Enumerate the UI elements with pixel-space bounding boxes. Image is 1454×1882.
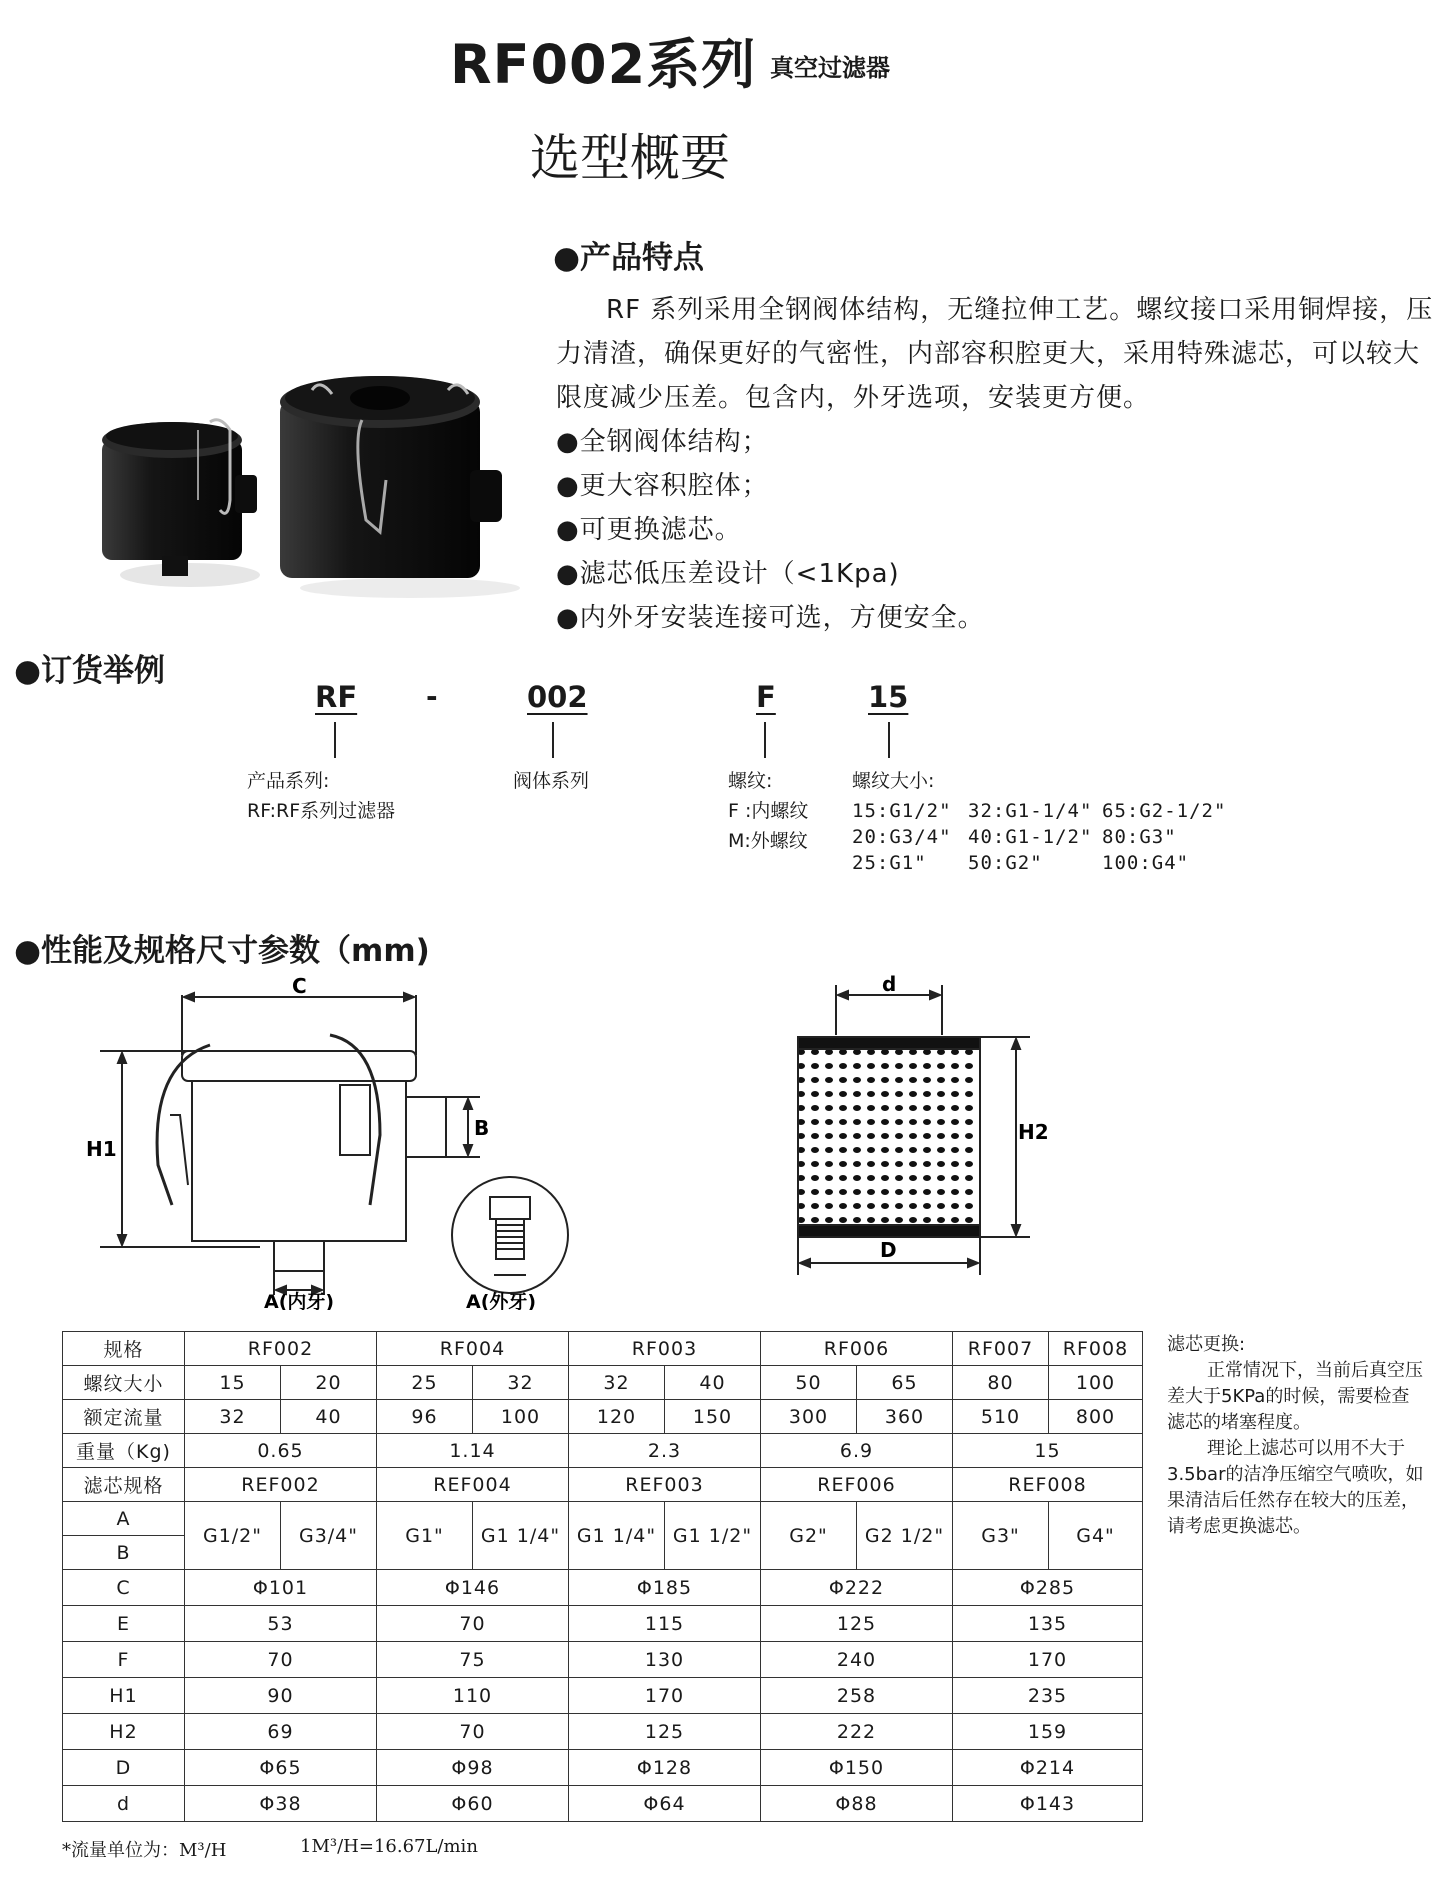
table-cell: 120 (569, 1400, 665, 1434)
code-rf: RF (315, 680, 358, 714)
series-value: RF:RF系列过滤器 (247, 800, 396, 822)
flow-unit-note: *流量单位为：M³/H (62, 1840, 227, 1861)
table-cell: 0.65 (185, 1434, 377, 1468)
table-cell: 170 (569, 1678, 761, 1714)
table-cell: 40 (281, 1400, 377, 1434)
series-label: 产品系列: (247, 770, 330, 792)
housing-dimension-drawing (80, 975, 580, 1310)
size-code: 25:G1" (852, 852, 927, 874)
size-code: 15:G1/2" (852, 800, 952, 822)
table-cell: 6.9 (761, 1434, 953, 1468)
table-cell: 800 (1049, 1400, 1143, 1434)
table-cell: 螺纹大小 (63, 1366, 185, 1400)
feature-item: ●可更换滤芯。 (556, 515, 742, 545)
table-cell: 额定流量 (63, 1400, 185, 1434)
table-cell: RF006 (761, 1332, 953, 1366)
page-title: 选型概要 (530, 129, 730, 187)
table-cell: 300 (761, 1400, 857, 1434)
table-cell: B (63, 1536, 185, 1570)
code-connector (334, 722, 336, 758)
thread-external: M:外螺纹 (728, 830, 808, 852)
label-a-outer: A(外牙) (466, 1291, 537, 1310)
table-cell: G2" (761, 1502, 857, 1570)
table-cell: 222 (761, 1714, 953, 1750)
product-title: RF002系列 (450, 33, 757, 96)
size-code: 65:G2-1/2" (1102, 800, 1227, 822)
table-cell: Φ128 (569, 1750, 761, 1786)
code-body: 002 (527, 680, 588, 714)
cartridge-dimension-drawing (780, 975, 1050, 1285)
table-cell: Φ101 (185, 1570, 377, 1606)
table-cell: 100 (1049, 1366, 1143, 1400)
table-cell: REF003 (569, 1468, 761, 1502)
table-cell: Φ185 (569, 1570, 761, 1606)
label-a-inner: A(内牙) (264, 1291, 335, 1310)
code-thread: F (756, 680, 776, 714)
table-cell: 135 (953, 1606, 1143, 1642)
product-photo (80, 360, 540, 600)
thread-internal: F :内螺纹 (728, 800, 809, 822)
table-row (63, 1468, 1143, 1502)
table-cell: G4" (1049, 1502, 1143, 1570)
table-cell: G3" (953, 1502, 1049, 1570)
table-cell: 滤芯规格 (63, 1468, 185, 1502)
table-cell: 510 (953, 1400, 1049, 1434)
table-cell: G1/2" (185, 1502, 281, 1570)
table-cell: 159 (953, 1714, 1143, 1750)
table-cell: Φ222 (761, 1570, 953, 1606)
table-cell: G3/4" (281, 1502, 377, 1570)
table-row (63, 1434, 1143, 1468)
thread-label: 螺纹: (728, 770, 773, 792)
table-cell: G1" (377, 1502, 473, 1570)
table-cell: 110 (377, 1678, 569, 1714)
order-heading: ●订货举例 (14, 653, 166, 689)
table-cell: 130 (569, 1642, 761, 1678)
spec-table (62, 1331, 1143, 1822)
size-code: 50:G2" (968, 852, 1043, 874)
table-row (63, 1570, 1143, 1606)
table-cell: G2 1/2" (857, 1502, 953, 1570)
table-cell: 69 (185, 1714, 377, 1750)
table-cell: E (63, 1606, 185, 1642)
table-cell: RF004 (377, 1332, 569, 1366)
table-cell: 75 (377, 1642, 569, 1678)
code-dash: - (426, 680, 438, 713)
table-row (63, 1750, 1143, 1786)
table-cell: 115 (569, 1606, 761, 1642)
table-cell: REF002 (185, 1468, 377, 1502)
table-cell: RF008 (1049, 1332, 1143, 1366)
table-cell: 125 (761, 1606, 953, 1642)
product-subtitle: 真空过滤器 (770, 54, 890, 82)
size-code: 20:G3/4" (852, 826, 952, 848)
body-label: 阀体系列 (513, 770, 590, 792)
table-cell: C (63, 1570, 185, 1606)
table-cell: H1 (63, 1678, 185, 1714)
label-h1: H1 (86, 1137, 117, 1161)
table-cell: Φ60 (377, 1786, 569, 1822)
table-row (63, 1678, 1143, 1714)
note-paragraph: 正常情况下，当前后真空压差大于5KPa的时候，需要检查滤芯的堵塞程度。 (1167, 1360, 1423, 1433)
table-cell: Φ285 (953, 1570, 1143, 1606)
table-cell: 规格 (63, 1332, 185, 1366)
code-connector (764, 722, 766, 758)
label-d-small: d (882, 975, 897, 996)
table-cell: REF006 (761, 1468, 953, 1502)
table-cell: G1 1/4" (569, 1502, 665, 1570)
code-connector (888, 722, 890, 758)
cartridge-note (1167, 1332, 1427, 1540)
table-row (63, 1366, 1143, 1400)
table-cell: 2.3 (569, 1434, 761, 1468)
table-cell: RF003 (569, 1332, 761, 1366)
table-cell: 重量（Kg) (63, 1434, 185, 1468)
table-cell: 80 (953, 1366, 1049, 1400)
table-cell: d (63, 1786, 185, 1822)
table-cell: 15 (953, 1434, 1143, 1468)
code-connector (552, 722, 554, 758)
table-cell: H2 (63, 1714, 185, 1750)
table-cell: 32 (473, 1366, 569, 1400)
table-row (63, 1400, 1143, 1434)
flow-conversion: 1M³/H=16.67L/min (300, 1836, 478, 1857)
table-cell: 170 (953, 1642, 1143, 1678)
feature-item: ●全钢阀体结构； (556, 427, 769, 457)
table-cell: RF007 (953, 1332, 1049, 1366)
table-cell: 32 (185, 1400, 281, 1434)
table-cell: 50 (761, 1366, 857, 1400)
size-code: 40:G1-1/2" (968, 826, 1093, 848)
table-cell: 150 (665, 1400, 761, 1434)
table-cell: 65 (857, 1366, 953, 1400)
size-label: 螺纹大小: (852, 770, 935, 792)
table-row (63, 1642, 1143, 1678)
table-cell: 240 (761, 1642, 953, 1678)
table-cell: 53 (185, 1606, 377, 1642)
features-list (556, 420, 985, 640)
table-cell: 70 (185, 1642, 377, 1678)
table-cell: 125 (569, 1714, 761, 1750)
table-row (63, 1714, 1143, 1750)
table-cell: Φ64 (569, 1786, 761, 1822)
code-size: 15 (868, 680, 909, 714)
size-code: 80:G3" (1102, 826, 1177, 848)
table-cell: Φ65 (185, 1750, 377, 1786)
label-b: B (474, 1116, 490, 1140)
note-title: 滤芯更换: (1167, 1334, 1246, 1355)
table-cell: 96 (377, 1400, 473, 1434)
table-cell: Φ146 (377, 1570, 569, 1606)
feature-item: ●滤芯低压差设计（<1Kpa) (556, 559, 900, 589)
table-cell: G1 1/2" (665, 1502, 761, 1570)
table-cell: 20 (281, 1366, 377, 1400)
table-row (63, 1332, 1143, 1366)
table-cell: 360 (857, 1400, 953, 1434)
size-code: 100:G4" (1102, 852, 1190, 874)
label-h2: H2 (1018, 1120, 1049, 1144)
table-cell: Φ143 (953, 1786, 1143, 1822)
table-cell: 100 (473, 1400, 569, 1434)
table-cell: 15 (185, 1366, 281, 1400)
table-cell: Φ88 (761, 1786, 953, 1822)
feature-item: ●更大容积腔体； (556, 471, 769, 501)
table-cell: Φ150 (761, 1750, 953, 1786)
table-cell: 258 (761, 1678, 953, 1714)
table-row (63, 1502, 1143, 1536)
table-cell: Φ98 (377, 1750, 569, 1786)
table-cell: 25 (377, 1366, 473, 1400)
features-paragraph-text: RF 系列采用全钢阀体结构，无缝拉伸工艺。螺纹接口采用铜焊接，压力清渣，确保更好的气密性，内部容积腔更大，采用特殊滤芯，可以较大限度减少压差。包含内，外牙选项，安装更方便。 (556, 295, 1434, 413)
feature-item: ●内外牙安装连接可选，方便安全。 (556, 603, 985, 633)
table-cell: RF002 (185, 1332, 377, 1366)
table-cell: 235 (953, 1678, 1143, 1714)
table-cell: 32 (569, 1366, 665, 1400)
table-cell: 70 (377, 1606, 569, 1642)
features-heading: ●产品特点 (553, 240, 705, 276)
table-cell: 90 (185, 1678, 377, 1714)
size-code: 32:G1-1/4" (968, 800, 1093, 822)
label-c: C (292, 975, 307, 998)
table-cell: 40 (665, 1366, 761, 1400)
table-cell: Φ38 (185, 1786, 377, 1822)
perf-heading: ●性能及规格尺寸参数（mm) (14, 933, 430, 969)
table-cell: REF008 (953, 1468, 1143, 1502)
table-row (63, 1786, 1143, 1822)
table-cell: A (63, 1502, 185, 1536)
note-paragraph: 理论上滤芯可以用不大于3.5bar的洁净压缩空气喷吹，如果清洁后任然存在较大的压差，请考虑更换滤芯。 (1167, 1438, 1424, 1537)
table-cell: 70 (377, 1714, 569, 1750)
label-d-large: D (880, 1238, 897, 1262)
table-row (63, 1606, 1143, 1642)
table-cell: F (63, 1642, 185, 1678)
features-paragraph (556, 288, 1446, 420)
table-cell: D (63, 1750, 185, 1786)
table-cell: Φ214 (953, 1750, 1143, 1786)
table-cell: 1.14 (377, 1434, 569, 1468)
table-cell: REF004 (377, 1468, 569, 1502)
table-cell: G1 1/4" (473, 1502, 569, 1570)
